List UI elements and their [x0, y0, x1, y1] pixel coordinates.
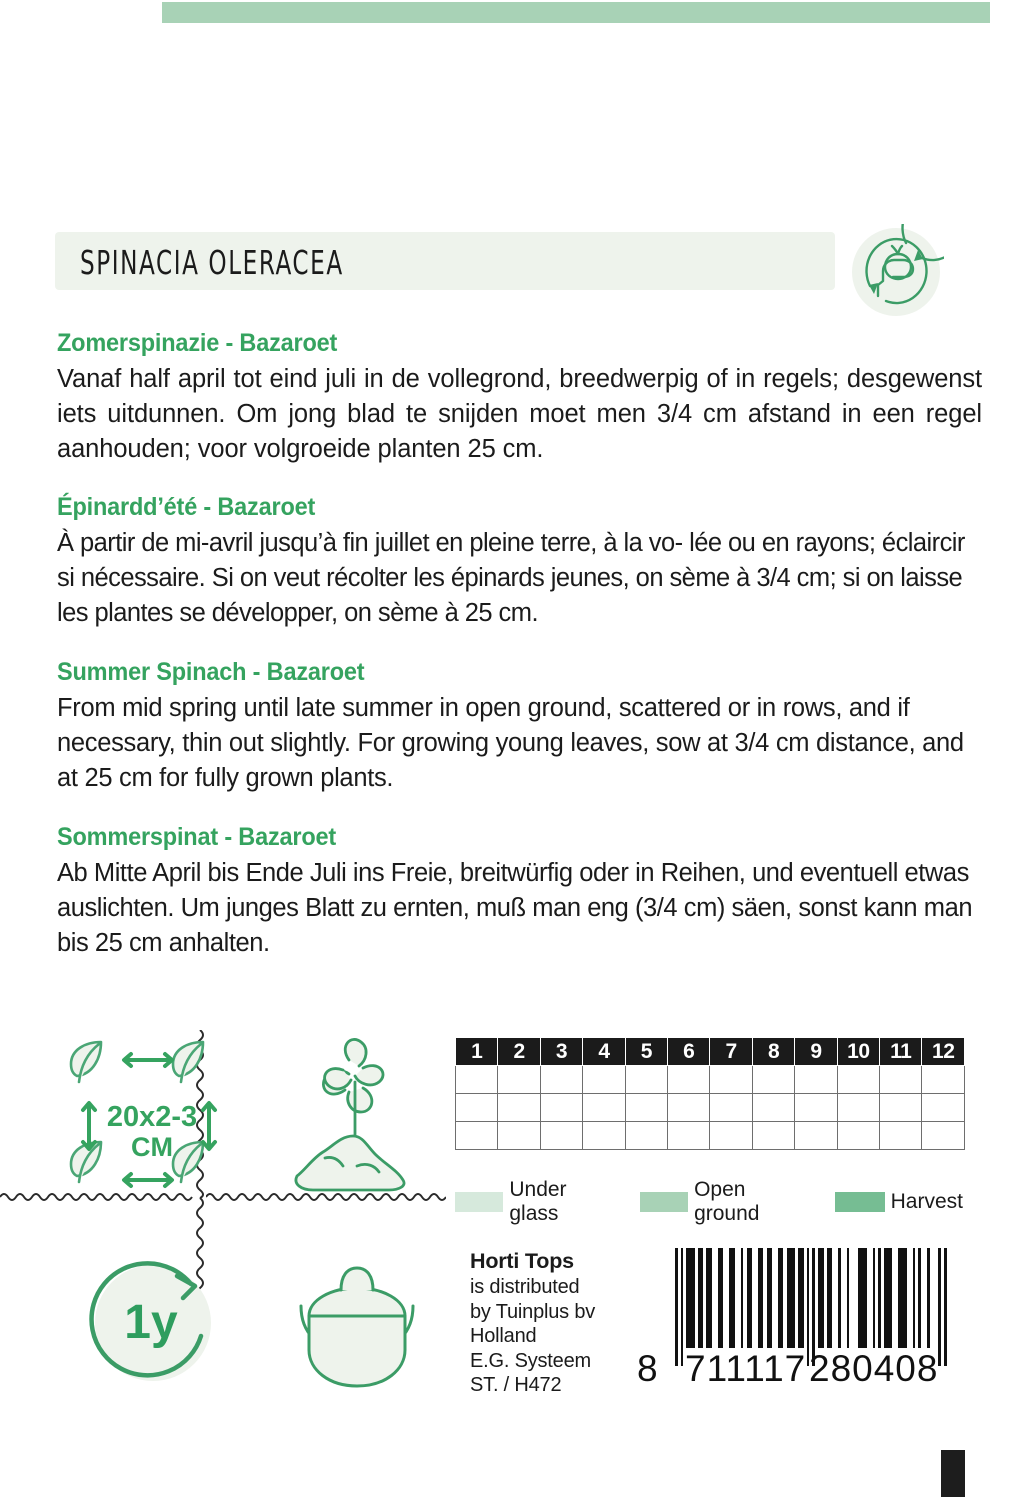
- open-ground-row: [456, 1094, 965, 1122]
- language-block-fr: [57, 492, 982, 631]
- legend-swatch-harvest: [835, 1192, 885, 1212]
- calendar-cell-m4: [583, 1094, 625, 1122]
- under-glass-row: [456, 1066, 965, 1094]
- barcode-bar: [741, 1248, 744, 1348]
- barcode-bar: [778, 1248, 783, 1348]
- barcode-bar: [878, 1248, 881, 1348]
- calendar-cell-m1: [456, 1066, 498, 1094]
- month-header: 2: [498, 1038, 540, 1066]
- calendar-cell-m8: [752, 1094, 794, 1122]
- month-header: 6: [668, 1038, 710, 1066]
- distributor-line-5: E.G. Systeem: [470, 1349, 591, 1372]
- calendar-cell-m9: [795, 1122, 837, 1150]
- barcode-digit-first: 8: [637, 1348, 659, 1389]
- calendar-cell-m10: [837, 1094, 879, 1122]
- badge-glyph: [848, 224, 944, 320]
- print-registration-mark: [941, 1450, 965, 1497]
- month-header: 8: [752, 1038, 794, 1066]
- calendar-cell-m11: [880, 1066, 922, 1094]
- barcode-bar: [718, 1248, 723, 1348]
- barcode-bar: [884, 1248, 892, 1348]
- calendar-cell-m9: [795, 1066, 837, 1094]
- language-block-de: [57, 822, 982, 961]
- language-block-en: [57, 657, 982, 796]
- month-header: 5: [625, 1038, 667, 1066]
- barcode-digits: [637, 1348, 967, 1388]
- calendar-cell-m8: [752, 1122, 794, 1150]
- distributor-line-4: Holland: [470, 1325, 537, 1347]
- calendar-cell-m6: [668, 1094, 710, 1122]
- legend-item-under-glass: [455, 1178, 618, 1226]
- language-block-nl: [57, 328, 982, 467]
- lifecycle-label: 1y: [124, 1296, 178, 1349]
- calendar-cell-m12: [922, 1066, 965, 1094]
- barcode-digit-group2: 280408: [809, 1348, 939, 1389]
- calendar-cell-m2: [498, 1122, 540, 1150]
- calendar-cell-m11: [880, 1094, 922, 1122]
- barcode: [637, 1248, 967, 1398]
- calendar-cell-m5: [625, 1066, 667, 1094]
- barcode-digit-group1: 711117: [685, 1348, 807, 1389]
- calendar-cell-m8: [752, 1066, 794, 1094]
- calendar-cell-m6: [668, 1066, 710, 1094]
- hand-holding-seed-recycle-icon: [848, 224, 944, 320]
- lang-body-de: Ab Mitte April bis Ende Juli ins Freie, breitwürfig oder in Reihen, und eventuell etwas auslichten. Um junges Blatt zu ernten, muß man eng (3/4 cm) säen, sonst kann man bis 25 cm anhalten.: [57, 859, 973, 957]
- calendar-cell-m5: [625, 1094, 667, 1122]
- spacing-value-line1: 20x2-3: [106, 1101, 198, 1133]
- barcode-bar: [698, 1248, 703, 1348]
- month-header: 4: [583, 1038, 625, 1066]
- calendar-cell-m7: [710, 1066, 752, 1094]
- barcode-bar: [686, 1248, 694, 1348]
- calendar-table: [455, 1037, 965, 1150]
- calendar-cell-m2: [498, 1066, 540, 1094]
- sowing-glyph: [267, 1034, 443, 1210]
- leaf-spacing-icon: [59, 1034, 245, 1210]
- barcode-bar: [798, 1248, 803, 1348]
- pot-glyph: [267, 1240, 447, 1410]
- barcode-bar: [787, 1248, 795, 1348]
- harvest-row: [456, 1122, 965, 1150]
- sowing-calendar: [455, 1037, 965, 1150]
- month-header: 11: [880, 1038, 922, 1066]
- annual-cycle-arrow-icon: [65, 1240, 245, 1410]
- barcode-bar: [818, 1248, 823, 1348]
- page-title: SPINACIA OLERACEA: [80, 243, 344, 282]
- lifecycle-glyph: [65, 1240, 245, 1410]
- barcode-bar: [729, 1248, 734, 1348]
- barcode-bar: [827, 1248, 832, 1348]
- month-header: 3: [540, 1038, 582, 1066]
- top-color-band: [162, 2, 990, 23]
- lang-title-nl: Zomerspinazie - Bazaroet: [57, 329, 338, 357]
- distributor-line-6: ST. / H472: [470, 1374, 562, 1396]
- barcode-bar: [706, 1248, 711, 1348]
- calendar-cell-m11: [880, 1122, 922, 1150]
- calendar-header-row: [456, 1038, 965, 1066]
- calendar-cell-m1: [456, 1122, 498, 1150]
- barcode-bar: [898, 1248, 906, 1348]
- barcode-bar: [767, 1248, 772, 1348]
- calendar-cell-m9: [795, 1094, 837, 1122]
- flower-on-soil-mound-icon: [267, 1034, 443, 1210]
- month-header: 1: [456, 1038, 498, 1066]
- calendar-cell-m1: [456, 1094, 498, 1122]
- lang-body-nl: Vanaf half april tot eind juli in de vollegrond, breedwerpig of in regels; desgewenst iets uitdunnen. Om jong blad te snijden moet men 3/4 cm afstand in een regel aanhouden; voor volgroeide planten 25 cm.: [57, 365, 982, 463]
- lang-title-en: Summer Spinach - Bazaroet: [57, 658, 365, 686]
- legend-label-open-ground: Open ground: [694, 1178, 760, 1225]
- calendar-cell-m6: [668, 1122, 710, 1150]
- legend-item-harvest: [835, 1190, 963, 1214]
- lang-title-fr: Épinardd’été - Bazaroet: [57, 493, 316, 521]
- distributor-line-2: is distributed: [470, 1276, 580, 1298]
- calendar-legend: [455, 1178, 985, 1226]
- barcode-bar: [927, 1248, 930, 1348]
- barcode-bar: [918, 1248, 921, 1348]
- legend-swatch-open-ground: [640, 1192, 688, 1212]
- calendar-cell-m4: [583, 1066, 625, 1094]
- calendar-cell-m12: [922, 1094, 965, 1122]
- barcode-bar: [873, 1248, 876, 1348]
- barcode-bar: [858, 1248, 866, 1348]
- legend-label-harvest: Harvest: [890, 1190, 963, 1213]
- calendar-cell-m4: [583, 1122, 625, 1150]
- lang-body-en: From mid spring until late summer in open ground, scattered or in rows, and if necessary, thin out slightly. For growing young leaves, sow at 3/4 cm distance, and at 25 cm for fully grown plants.: [57, 694, 964, 792]
- spacing-value-line2: CM: [131, 1132, 173, 1162]
- barcode-bar: [847, 1248, 850, 1348]
- distributor-line-3: by Tuinplus bv: [470, 1300, 596, 1323]
- calendar-cell-m10: [837, 1066, 879, 1094]
- brand-name: Horti Tops: [470, 1249, 574, 1273]
- month-header: 7: [710, 1038, 752, 1066]
- barcode-bar: [913, 1248, 916, 1348]
- lang-title-de: Sommerspinat - Bazaroet: [57, 823, 337, 851]
- lang-body-fr: À partir de mi-avril jusqu’à fin juillet en pleine terre, à la vo- lée ou en rayons; éclaircir si nécessaire. Si on veut récolter les épinards jeunes, on sème à 3/4 cm; si on laisse les plantes se développer, on sème à 25 cm.: [57, 529, 965, 627]
- legend-label-under-glass: Under glass: [509, 1178, 567, 1225]
- barcode-bar: [758, 1248, 763, 1348]
- calendar-cell-m2: [498, 1094, 540, 1122]
- month-header: 9: [795, 1038, 837, 1066]
- calendar-cell-m3: [540, 1066, 582, 1094]
- calendar-cell-m10: [837, 1122, 879, 1150]
- cooking-pot-icon: [267, 1240, 447, 1410]
- month-header: 12: [922, 1038, 965, 1066]
- calendar-cell-m12: [922, 1122, 965, 1150]
- calendar-cell-m7: [710, 1094, 752, 1122]
- barcode-bar: [838, 1248, 841, 1348]
- calendar-body: [456, 1066, 965, 1150]
- barcode-bar: [747, 1248, 752, 1348]
- month-header: 10: [837, 1038, 879, 1066]
- calendar-cell-m7: [710, 1122, 752, 1150]
- calendar-cell-m5: [625, 1122, 667, 1150]
- leaf-spacing-glyph: [59, 1034, 245, 1210]
- distributor-info: [470, 1248, 650, 1398]
- calendar-cell-m3: [540, 1122, 582, 1150]
- legend-item-open-ground: [640, 1178, 813, 1226]
- pictogram-panel: [55, 1028, 445, 1418]
- calendar-cell-m3: [540, 1094, 582, 1122]
- legend-swatch-under-glass: [455, 1192, 503, 1212]
